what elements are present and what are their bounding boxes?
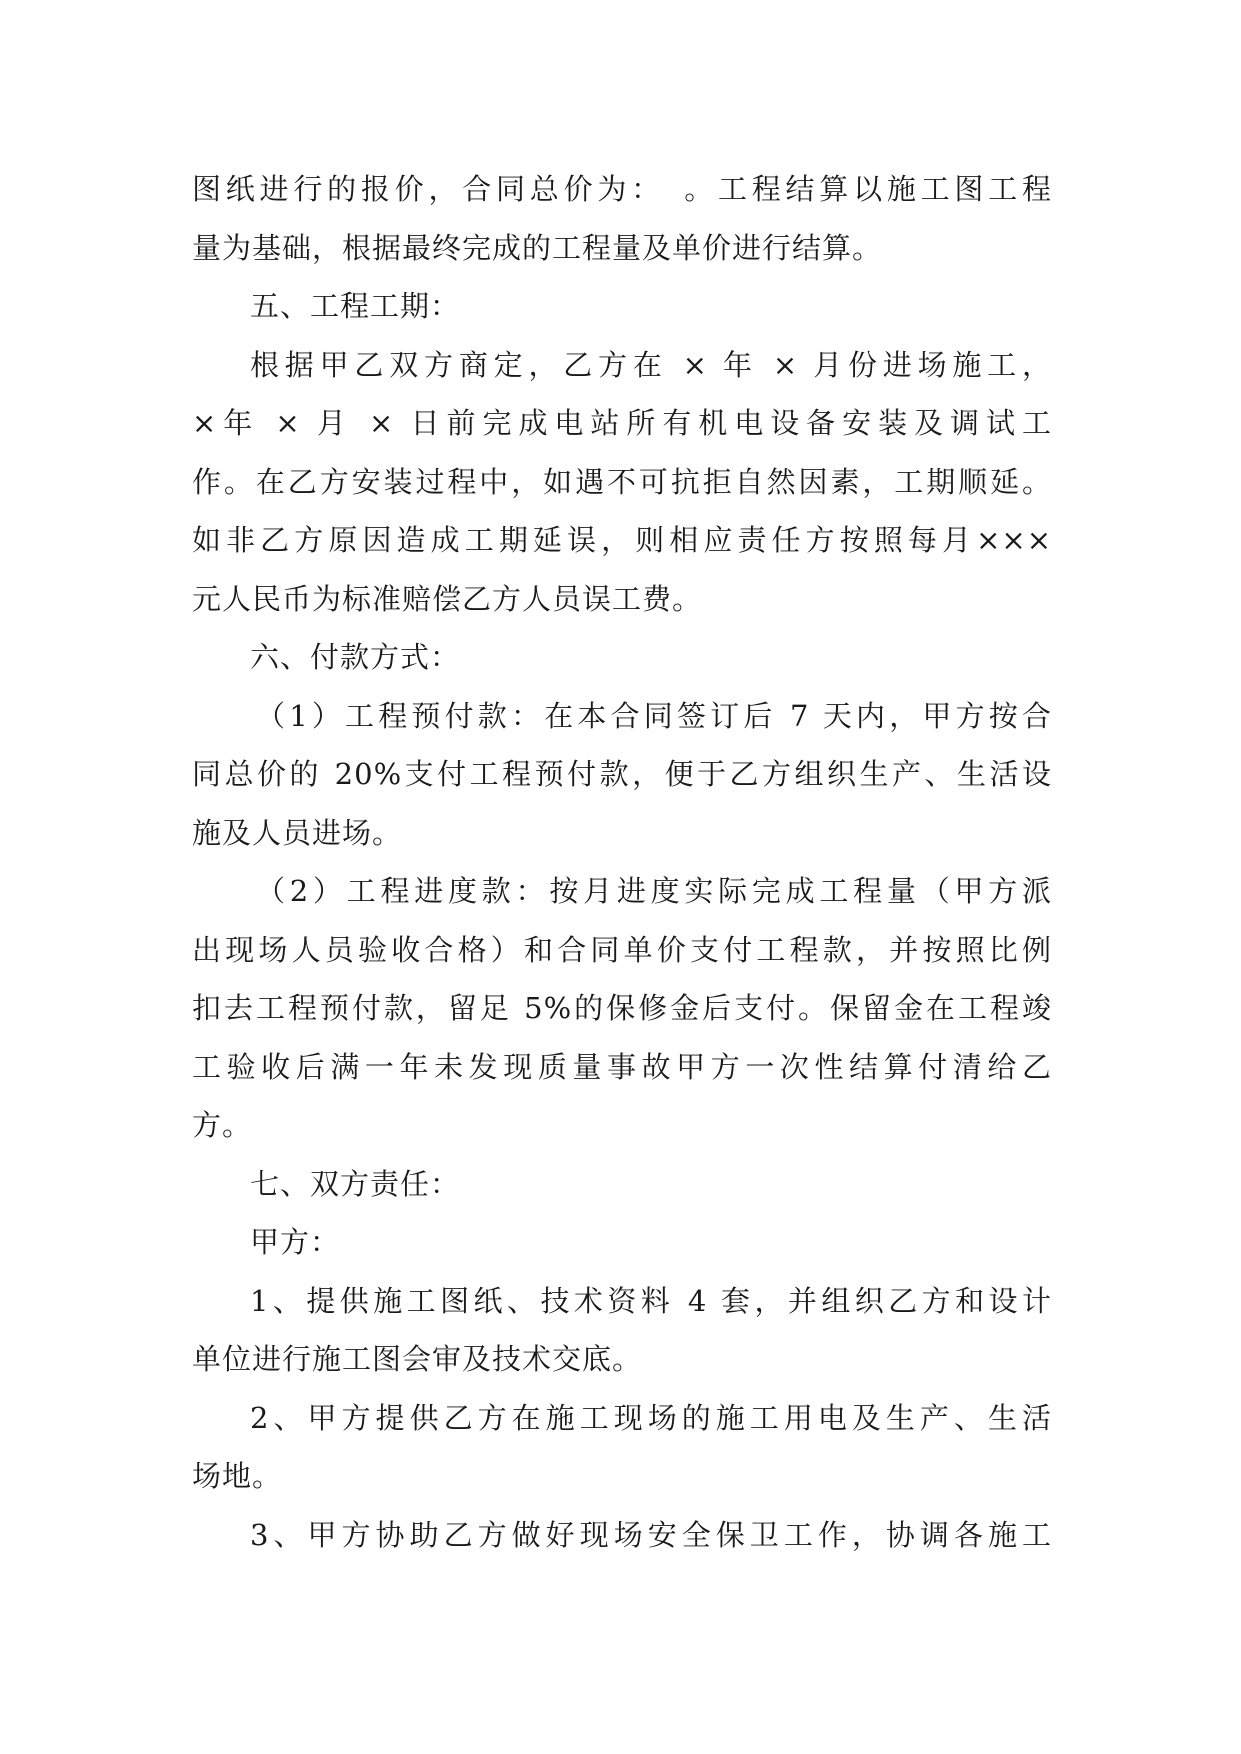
text-line: 量为基础，根据最终完成的工程量及单价进行结算。 <box>192 230 883 265</box>
text-line: 1、提供施工图纸、技术资料 4 套，并组织乙方和设计 <box>250 1283 1052 1318</box>
text-line: 图纸进行的报价，合同总价为： 。工程结算以施工图工程 <box>192 172 1052 206</box>
text-line: 单位进行施工图会审及技术交底。 <box>192 1342 643 1376</box>
text-line: 2、甲方提供乙方在施工现场的施工用电及生产、生活 <box>250 1400 1052 1435</box>
text-line: 元人民币为标准赔偿乙方人员误工费。 <box>192 581 703 616</box>
text-line: （1）工程预付款：在本合同签订后 7 天内，甲方按合 <box>256 698 1052 733</box>
text-line: 扣去工程预付款，留足 5%的保修金后支付。保留金在工程竣 <box>192 991 1052 1025</box>
party-a-label: 甲方： <box>250 1225 341 1259</box>
document-page <box>192 160 1052 1564</box>
text-line: 场地。 <box>192 1459 283 1493</box>
text-line: 作。在乙方安装过程中，如遇不可抗拒自然因素，工期顺延。 <box>192 464 1052 499</box>
text-line: 3、甲方协助乙方做好现场安全保卫工作，协调各施工 <box>250 1517 1052 1552</box>
section-heading-payment: 六、付款方式： <box>250 640 461 674</box>
text-line: 施及人员进场。 <box>192 815 403 850</box>
text-line: 出现场人员验收合格）和合同单价支付工程款，并按照比例 <box>192 932 1052 967</box>
text-line: 工验收后满一年未发现质量事故甲方一次性结算付清给乙 <box>192 1049 1052 1084</box>
text-line: 根据甲乙双方商定，乙方在 × 年 × 月份进场施工， <box>250 347 1052 382</box>
text-line: 方。 <box>192 1108 253 1142</box>
text-line: （2）工程进度款：按月进度实际完成工程量（甲方派 <box>256 874 1052 908</box>
section-heading-schedule: 五、工程工期： <box>250 289 461 323</box>
section-heading-responsibilities: 七、双方责任： <box>250 1166 461 1201</box>
text-line: ×年 × 月 × 日前完成电站所有机电设备安装及调试工 <box>192 406 1052 440</box>
text-line: 如非乙方原因造成工期延误，则相应责任方按照每月××× <box>192 523 1052 557</box>
text-line: 同总价的 20%支付工程预付款，便于乙方组织生产、生活设 <box>192 757 1052 791</box>
